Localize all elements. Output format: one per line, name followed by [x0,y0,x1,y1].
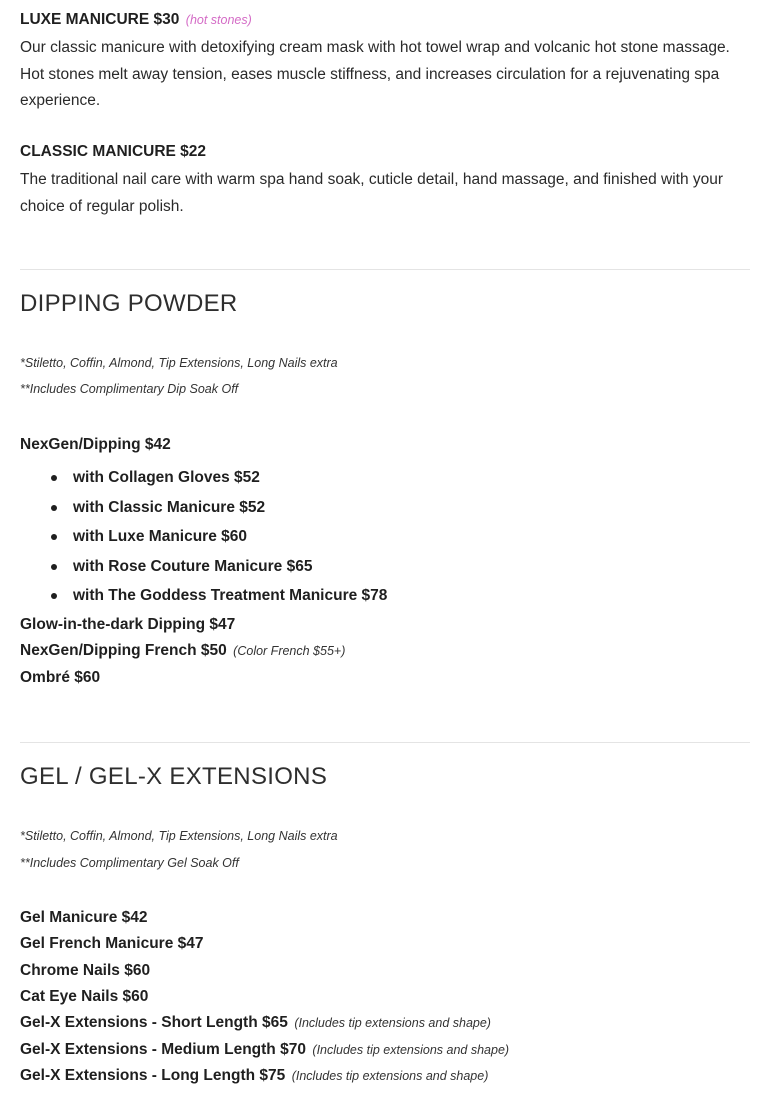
dipping-combo-list [20,463,387,611]
dipping-fine-print-2: **Includes Complimentary Dip Soak Off [20,382,239,396]
combo-label: with Classic Manicure $52 [73,498,266,516]
dipping-item [20,642,345,660]
gel-item-name: Gel Manicure $42 [20,909,148,926]
luxe-manicure-title [20,11,252,29]
combo-label: with Rose Couture Manicure $65 [73,557,313,575]
gel-item [20,988,148,1006]
gel-item-note: (Includes tip extensions and shape) [291,1069,489,1083]
dipping-item-name: Ombré $60 [20,669,101,686]
gel-item [20,1067,488,1085]
dipping-item-name: NexGen/Dipping French $50 [20,642,227,659]
list-item [20,522,387,552]
list-item [20,552,387,582]
gel-fine-print-2: **Includes Complimentary Gel Soak Off [20,856,239,870]
dipping-powder-heading: DIPPING POWDER [20,290,238,317]
gel-item-name: Gel French Manicure $47 [20,935,204,952]
bullet-icon [51,564,57,570]
combo-label: with Collagen Gloves $52 [73,469,260,486]
dipping-item-name: Glow-in-the-dark Dipping $47 [20,616,236,633]
gel-item-name: Gel-X Extensions - Medium Length $70 [20,1041,306,1058]
list-item [20,581,387,611]
dipping-item-note: (Color French $55+) [233,644,346,658]
luxe-manicure-name: LUXE MANICURE $30 [20,11,180,28]
classic-manicure-description: The traditional nail care with warm spa hand soak, cuticle detail, hand massage, and finished with your choice of regular polish. [20,171,724,215]
list-item [20,463,387,493]
gel-item [20,1014,491,1032]
dipping-item [20,669,100,687]
luxe-manicure-note: (hot stones) [185,13,252,27]
gel-item-note: (Includes tip extensions and shape) [294,1016,491,1030]
luxe-manicure-description: Our classic manicure with detoxifying cream mask with hot towel wrap and volcanic hot stone massage. Hot stones melt away tension, eases muscle stiffness, and increases circulation for a rejuvenating spa experience. [20,39,730,109]
dipping-item [20,616,235,634]
gel-fine-print-1: *Stiletto, Coffin, Almond, Tip Extensions, Long Nails extra [20,829,338,843]
gel-item [20,909,148,927]
gel-item-name: Gel-X Extensions - Long Length $75 [20,1067,286,1084]
bullet-icon [51,475,57,481]
section-divider [20,269,750,270]
classic-manicure-title [20,143,206,161]
gel-item-name: Gel-X Extensions - Short Length $65 [20,1014,288,1031]
combo-label: with Luxe Manicure $60 [73,528,247,545]
section-divider [20,742,750,743]
dipping-fine-print-1: *Stiletto, Coffin, Almond, Tip Extensions, Long Nails extra [20,356,338,370]
bullet-icon [51,593,57,599]
gel-item [20,962,150,980]
bullet-icon [51,534,57,540]
dipping-main-item-name: NexGen/Dipping $42 [20,436,171,453]
gel-item-note: (Includes tip extensions and shape) [312,1043,510,1057]
gel-item-name: Cat Eye Nails $60 [20,988,149,1005]
classic-manicure-name: CLASSIC MANICURE $22 [20,143,207,160]
gel-heading: GEL / GEL-X EXTENSIONS [20,763,328,790]
gel-item-name: Chrome Nails $60 [20,962,151,979]
gel-item [20,935,204,953]
combo-label: with The Goddess Treatment Manicure $78 [73,587,388,604]
gel-item [20,1041,509,1059]
list-item [20,493,387,523]
dipping-main-item [20,436,171,454]
bullet-icon [51,505,57,511]
